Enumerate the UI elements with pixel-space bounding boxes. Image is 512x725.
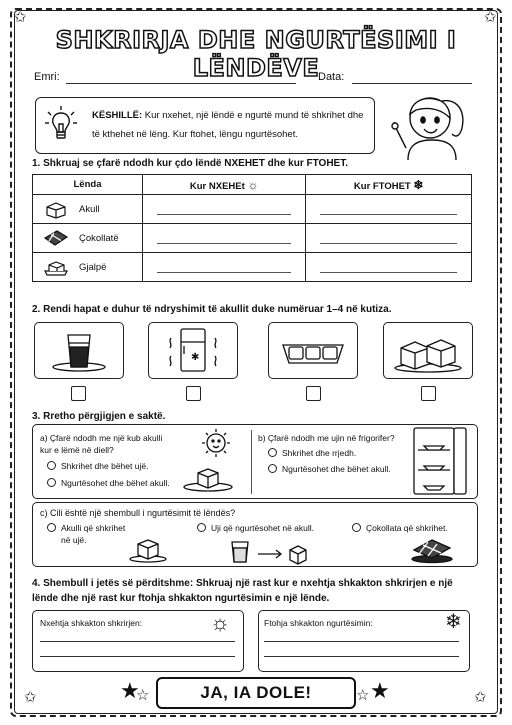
q3-prompt: 3. Rretho përgjigjen e saktë. [32,411,166,422]
answer-cell[interactable] [306,253,472,282]
radio-circle[interactable] [268,448,277,457]
ice-cubes-icon [391,328,465,374]
cooled-label: Kur FTOHET [353,180,411,192]
substance-cell [33,195,143,224]
star-icon: ★ [120,678,140,703]
fridge-icon [410,424,472,498]
star-icon: ✩ [474,689,487,706]
cold-example-label: Ftohja shkakton ngurtësimin: [264,618,373,628]
radio-circle[interactable] [352,523,361,532]
step-checkbox[interactable] [71,386,86,401]
substance-name: Gjalpë [79,261,107,273]
name-label: Emri: [34,71,60,83]
star-icon: ✩ [24,689,37,706]
melting-ice-icon [128,534,168,564]
footer-banner: JA, IA DOLE! [156,677,356,709]
table-row [33,195,472,224]
date-field[interactable] [352,83,472,84]
chocolate-icon [43,228,69,248]
answer-line[interactable] [40,641,235,642]
snowflake-icon: ❄ [445,611,462,633]
answer-cell[interactable] [143,224,306,253]
q2-prompt: 2. Rendi hapat e duhur të ndryshimit të akullit duke numëruar 1–4 në kutiza. [32,304,392,315]
step-checkbox[interactable] [306,386,321,401]
date-label: Data: [318,71,345,83]
step-checkbox[interactable] [421,386,436,401]
substance-cell [33,224,143,253]
girl-illustration [386,88,478,160]
heat-example-label: Nxehtja shkakton shkrirjen: [40,618,143,628]
q3a-option[interactable] [47,460,148,472]
step-card-ice-cubes [383,322,473,379]
butter-icon [43,257,69,277]
radio-circle[interactable] [47,461,56,470]
page-title: SHKRIRJA DHE NGURTËSIMI I LËNDËVE [55,26,457,82]
col-header-substance: Lënda [33,175,143,195]
col-header-heated [143,175,306,195]
answer-line[interactable] [264,656,459,657]
option-label: Ngurtësohet dhe bëhet akull. [282,464,391,474]
name-field[interactable] [66,83,296,84]
step-card-ice-tray [268,322,358,379]
option-label: Akulli që shkrihet në ujë. [61,523,126,545]
substance-name: Akull [79,203,100,215]
answer-cell[interactable] [143,253,306,282]
sun-icon: ☼ [247,177,259,192]
q4-prompt: 4. Shembull i jetës së përditshme: Shkruaj një rast kur e nxehtja shkakton shkrirjen e një lënde dhe një rast kur ftohja shkakton ngurtësimin e një lënde. [32,578,453,604]
glass-of-water-icon [49,329,109,373]
heated-label: Kur NXEHEt [189,180,245,192]
option-label: Ngurtësohet dhe bëhet akull. [61,478,170,488]
q3-divider [251,430,252,494]
tip-body: Kur nxehet, një lëndë e ngurtë mund të shkrihet dhe të kthehet në lëng. Kur ftohet, lëngu ngurtësohet. [92,110,364,140]
step-card-freezer [148,322,238,379]
freezer-icon [163,326,223,376]
tip-heading: KËSHILLË: [92,110,143,121]
q3c-option[interactable] [197,522,317,534]
radio-circle[interactable] [47,523,56,532]
q3c-option[interactable] [352,522,462,534]
table-row [33,253,472,282]
svg-text:✱: ✱ [191,351,200,363]
star-icon: ✩ [484,9,497,26]
q3a-option[interactable] [47,477,170,489]
q3b-question: b) Çfarë ndodh me ujin në frigorifer? [258,433,395,443]
answer-cell[interactable] [143,195,306,224]
star-icon: ☆ [136,687,150,704]
star-icon: ★ [370,678,390,703]
col-header-cooled [306,175,472,195]
ice-tray-icon [277,331,349,371]
table-row [33,224,472,253]
q3b-option[interactable] [268,447,356,459]
step-card-water [34,322,124,379]
q3c-question: c) Cili është një shembull i ngurtësimit të lëndës? [40,508,236,518]
lightbulb-icon [44,104,78,144]
option-label: Çokollata që shkrihet. [366,523,448,533]
states-table [32,174,472,282]
ice-cube-icon [43,199,69,219]
tip-text [92,106,367,144]
option-label: Uji që ngurtësohet në akull. [211,523,315,533]
q3a-question: a) Çfarë ndodh me një kub akulli kur e lëmë në diell? [40,433,163,455]
sun-melting-ice-icon [180,427,240,495]
q3b-option[interactable] [268,463,391,475]
radio-circle[interactable] [197,523,206,532]
answer-line[interactable] [264,641,459,642]
q3c-option[interactable] [47,522,137,546]
star-icon: ✩ [14,9,27,26]
melting-chocolate-icon [410,534,454,564]
substance-name: Çokollatë [79,232,119,244]
step-checkbox[interactable] [186,386,201,401]
option-label: Shkrihet dhe rrjedh. [282,448,357,458]
answer-cell[interactable] [306,224,472,253]
option-label: Shkrihet dhe bëhet ujë. [61,461,149,471]
radio-circle[interactable] [268,464,277,473]
star-icon: ☆ [356,687,370,704]
answer-line[interactable] [40,656,235,657]
snowflake-icon: ❄ [413,177,424,192]
substance-cell [33,253,143,282]
answer-cell[interactable] [306,195,472,224]
sun-icon: ☼ [210,610,231,635]
radio-circle[interactable] [47,478,56,487]
q1-prompt: 1. Shkruaj se çfarë ndodh kur çdo lëndë NXEHET dhe kur FTOHET. [32,158,348,169]
water-to-ice-icon [228,540,320,566]
